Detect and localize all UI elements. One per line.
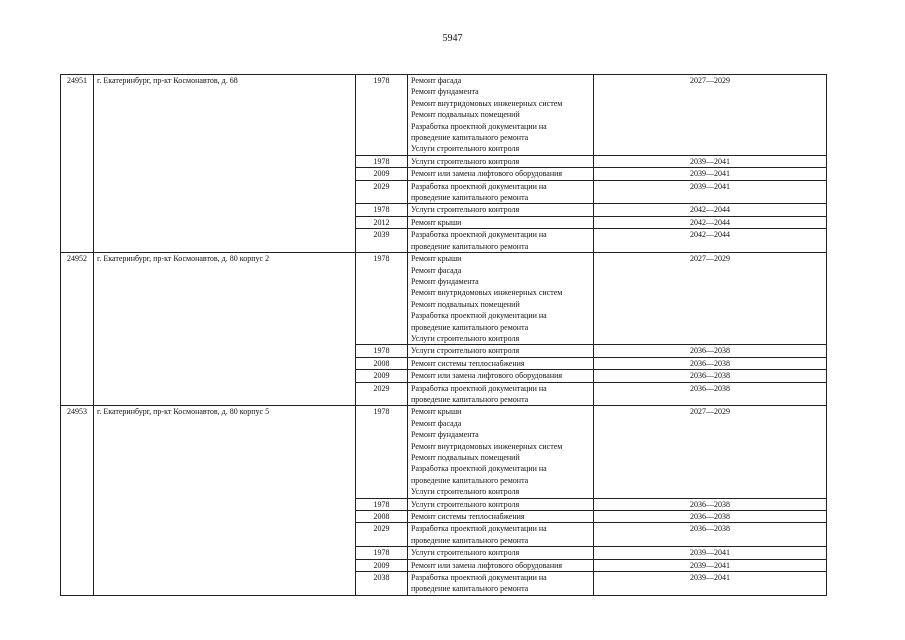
work-item: Ремонт фундамента	[411, 276, 479, 286]
works-cell	[408, 75, 594, 156]
work-item: Ремонт внутридомовых инженерных систем	[411, 288, 563, 298]
work-item: Услуги строительного контроля	[411, 333, 520, 343]
work-item: проведение капитального ремонта	[411, 322, 529, 332]
period-cell: 2039—2041	[594, 547, 827, 559]
period-cell: 2036—2038	[594, 345, 827, 357]
work-item: Разработка проектной документации на	[411, 121, 547, 131]
works-cell	[408, 229, 594, 253]
year-cell: 1978	[356, 547, 408, 559]
table-body	[61, 75, 827, 596]
period-cell: 2042—2044	[594, 204, 827, 216]
period-cell: 2039—2041	[594, 168, 827, 180]
record-id: 24952	[61, 253, 94, 406]
work-item: Ремонт или замена лифтового оборудования	[411, 560, 563, 570]
period-cell: 2036—2038	[594, 498, 827, 510]
work-item: Ремонт внутридомовых инженерных систем	[411, 441, 563, 451]
works-cell	[408, 168, 594, 180]
work-item: Услуги строительного контроля	[411, 156, 520, 166]
works-cell	[408, 572, 594, 596]
year-cell: 2029	[356, 382, 408, 406]
year-cell: 2038	[356, 572, 408, 596]
record-address: г. Екатеринбург, пр-кт Космонавтов, д. 80 корпус 2	[94, 253, 356, 406]
work-item: Услуги строительного контроля	[411, 346, 520, 356]
work-item: Услуги строительного контроля	[411, 205, 520, 215]
work-item: Ремонт фасада	[411, 265, 462, 275]
works-cell	[408, 498, 594, 510]
table-row	[61, 75, 827, 156]
work-item: проведение капитального ремонта	[411, 475, 529, 485]
works-cell	[408, 155, 594, 167]
period-cell: 2036—2038	[594, 382, 827, 406]
repair-schedule-table	[60, 74, 827, 596]
work-item: проведение капитального ремонта	[411, 193, 529, 203]
work-item: Ремонт или замена лифтового оборудования	[411, 169, 563, 179]
period-cell: 2042—2044	[594, 229, 827, 253]
works-cell	[408, 382, 594, 406]
work-item: Услуги строительного контроля	[411, 548, 520, 558]
works-cell	[408, 547, 594, 559]
work-item: Разработка проектной документации на	[411, 464, 547, 474]
work-item: Ремонт подвальных помещений	[411, 110, 520, 120]
work-item: Разработка проектной документации на	[411, 524, 547, 534]
work-item: Услуги строительного контроля	[411, 144, 520, 154]
work-item: Услуги строительного контроля	[411, 487, 520, 497]
period-cell: 2036—2038	[594, 370, 827, 382]
work-item: Ремонт фасада	[411, 76, 462, 85]
works-cell	[408, 406, 594, 498]
work-item: проведение капитального ремонта	[411, 535, 529, 545]
work-item: проведение капитального ремонта	[411, 241, 529, 251]
year-cell: 2008	[356, 511, 408, 523]
record-id: 24953	[61, 406, 94, 596]
work-item: Ремонт или замена лифтового оборудования	[411, 371, 563, 381]
record-address: г. Екатеринбург, пр-кт Космонавтов, д. 80 корпус 5	[94, 406, 356, 596]
period-cell: 2039—2041	[594, 155, 827, 167]
work-item: Ремонт системы теплоснабжения	[411, 358, 525, 368]
works-cell	[408, 370, 594, 382]
work-item: Разработка проектной документации на	[411, 311, 547, 321]
work-item: Ремонт фундамента	[411, 87, 479, 97]
works-cell	[408, 357, 594, 369]
work-item: Разработка проектной документации на	[411, 181, 547, 191]
period-cell: 2027—2029	[594, 253, 827, 345]
work-item: проведение капитального ремонта	[411, 584, 529, 594]
work-item: Ремонт фасада	[411, 418, 462, 428]
works-cell	[408, 345, 594, 357]
period-cell: 2039—2041	[594, 559, 827, 571]
year-cell: 2009	[356, 559, 408, 571]
period-cell: 2036—2038	[594, 511, 827, 523]
year-cell: 1978	[356, 345, 408, 357]
work-item: Разработка проектной документации на	[411, 573, 547, 583]
works-cell	[408, 180, 594, 204]
year-cell: 2009	[356, 168, 408, 180]
work-item: Услуги строительного контроля	[411, 499, 520, 509]
table-row	[61, 253, 827, 345]
page-number: 5947	[442, 33, 463, 44]
year-cell: 2012	[356, 216, 408, 228]
period-cell: 2027—2029	[594, 406, 827, 498]
year-cell: 1978	[356, 253, 408, 345]
work-item: Ремонт фундамента	[411, 430, 479, 440]
period-cell: 2027—2029	[594, 75, 827, 156]
period-cell: 2036—2038	[594, 357, 827, 369]
work-item: Ремонт системы теплоснабжения	[411, 512, 525, 522]
work-item: Разработка проектной документации на	[411, 383, 547, 393]
work-item: Ремонт крыши	[411, 217, 462, 227]
works-cell	[408, 511, 594, 523]
record-address: г. Екатеринбург, пр-кт Космонавтов, д. 68	[94, 75, 356, 253]
period-cell: 2042—2044	[594, 216, 827, 228]
year-cell: 2029	[356, 180, 408, 204]
year-cell: 2029	[356, 523, 408, 547]
year-cell: 2009	[356, 370, 408, 382]
record-id: 24951	[61, 75, 94, 253]
work-item: проведение капитального ремонта	[411, 394, 529, 404]
work-item: Ремонт внутридомовых инженерных систем	[411, 98, 563, 108]
year-cell: 1978	[356, 75, 408, 156]
year-cell: 1978	[356, 406, 408, 498]
work-item: Ремонт подвальных помещений	[411, 299, 520, 309]
work-item: Разработка проектной документации на	[411, 230, 547, 240]
period-cell: 2039—2041	[594, 572, 827, 596]
works-cell	[408, 204, 594, 216]
year-cell: 1978	[356, 204, 408, 216]
works-cell	[408, 559, 594, 571]
year-cell: 1978	[356, 498, 408, 510]
table-row	[61, 406, 827, 498]
work-item: проведение капитального ремонта	[411, 133, 529, 143]
work-item: Ремонт крыши	[411, 407, 462, 417]
period-cell: 2036—2038	[594, 523, 827, 547]
works-cell	[408, 523, 594, 547]
year-cell: 1978	[356, 155, 408, 167]
work-item: Ремонт крыши	[411, 254, 462, 264]
work-item: Ремонт подвальных помещений	[411, 453, 520, 462]
works-cell	[408, 216, 594, 228]
year-cell: 2008	[356, 357, 408, 369]
works-cell	[408, 253, 594, 345]
year-cell: 2039	[356, 229, 408, 253]
period-cell: 2039—2041	[594, 180, 827, 204]
